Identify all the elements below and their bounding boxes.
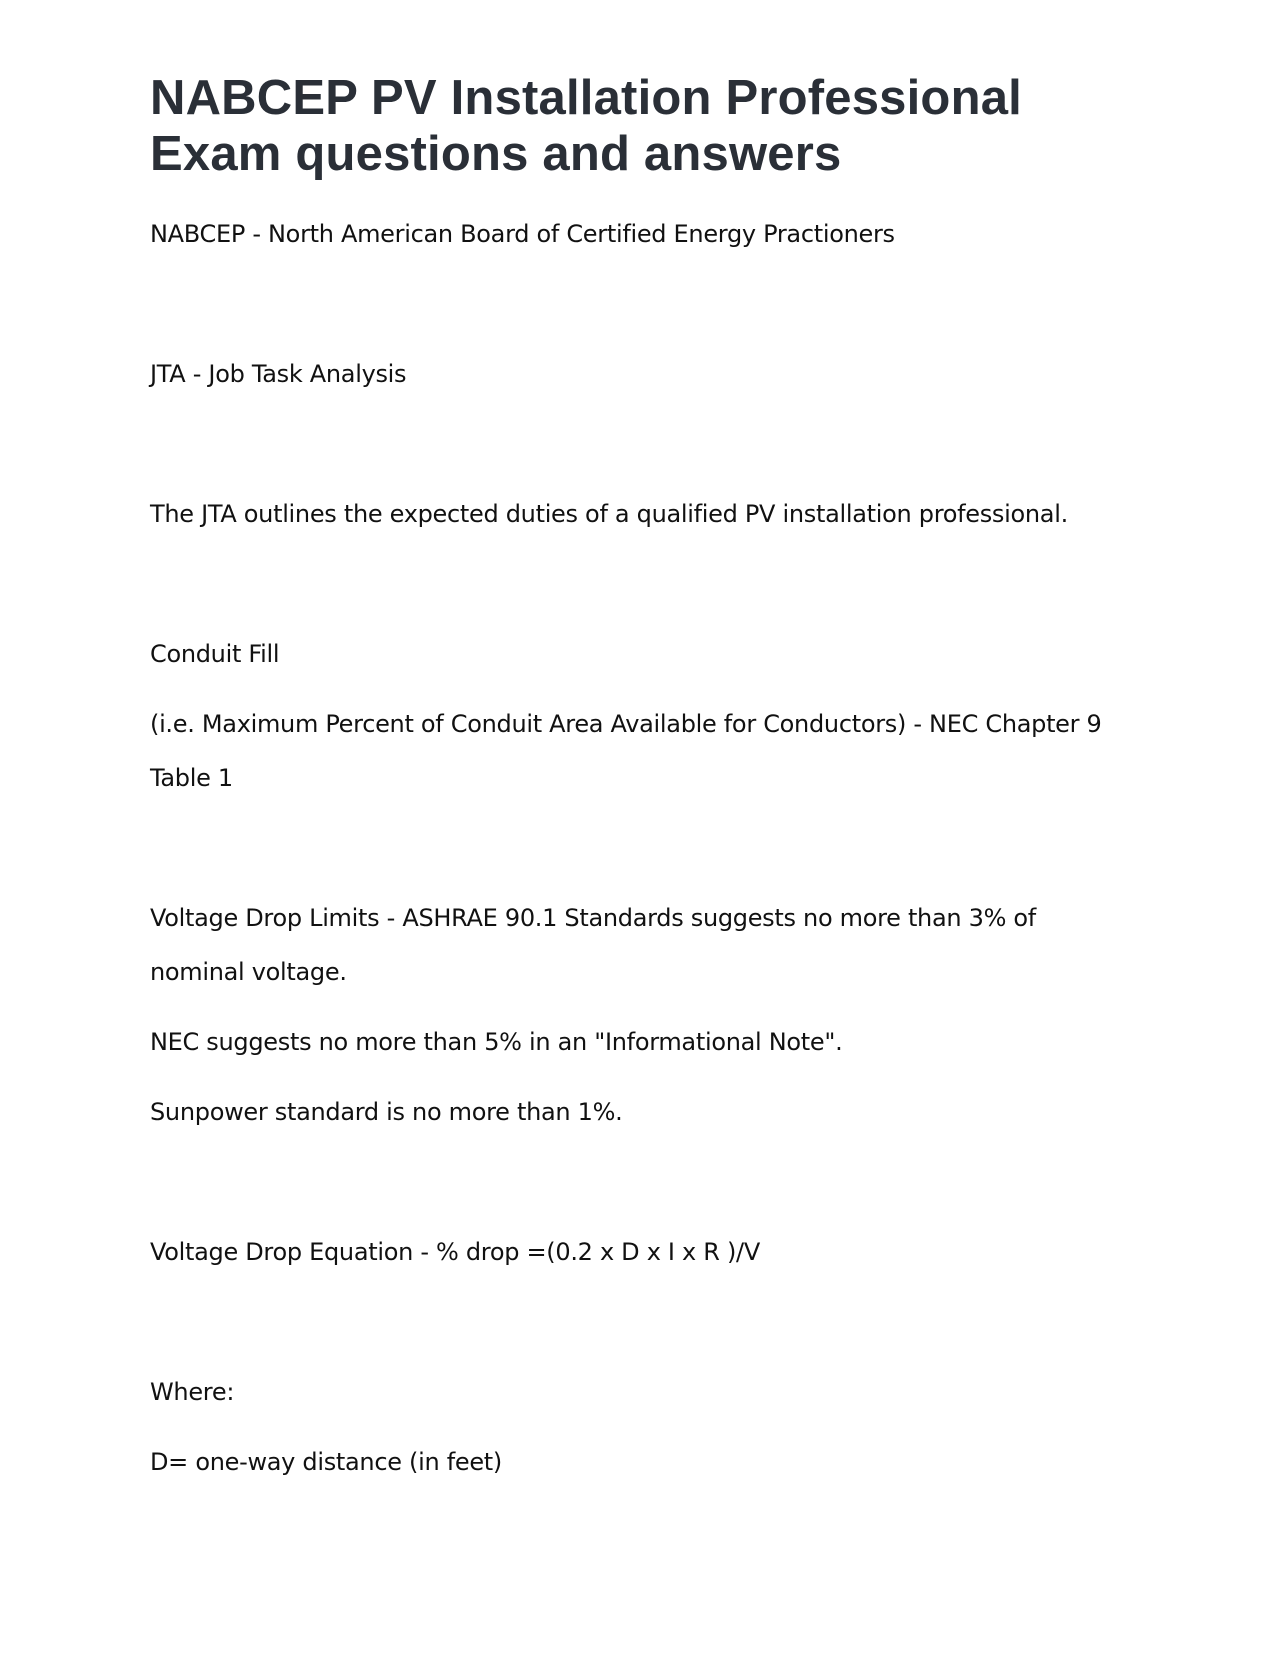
- nabcep-definition: NABCEP - North American Board of Certified Energy Practioners: [150, 220, 895, 248]
- conduit-fill-heading: Conduit Fill: [150, 640, 280, 668]
- voltage-drop-limits-line-1: Voltage Drop Limits - ASHRAE 90.1 Standards suggests no more than 3% of: [150, 904, 1036, 932]
- title-line-2: Exam questions and answers: [150, 127, 842, 181]
- title-line-1: NABCEP PV Installation Professional: [150, 71, 1022, 125]
- conduit-fill-answer-line-1: (i.e. Maximum Percent of Conduit Area Available for Conductors) - NEC Chapter 9: [150, 710, 1102, 738]
- voltage-drop-equation: Voltage Drop Equation - % drop =(0.2 x D x I x R )/V: [150, 1238, 760, 1266]
- document-page: [150, 70, 1130, 1476]
- document-title: [150, 70, 1130, 182]
- distance-definition: D= one-way distance (in feet): [150, 1448, 502, 1476]
- voltage-drop-limits-line-2: nominal voltage.: [150, 958, 347, 986]
- where-label: Where:: [150, 1378, 235, 1406]
- jta-definition: JTA - Job Task Analysis: [150, 360, 407, 388]
- nec-note: NEC suggests no more than 5% in an "Informational Note".: [150, 1028, 843, 1056]
- sunpower-standard: Sunpower standard is no more than 1%.: [150, 1098, 623, 1126]
- jta-description: The JTA outlines the expected duties of a qualified PV installation professional.: [150, 500, 1068, 528]
- conduit-fill-answer-line-2: Table 1: [150, 764, 233, 792]
